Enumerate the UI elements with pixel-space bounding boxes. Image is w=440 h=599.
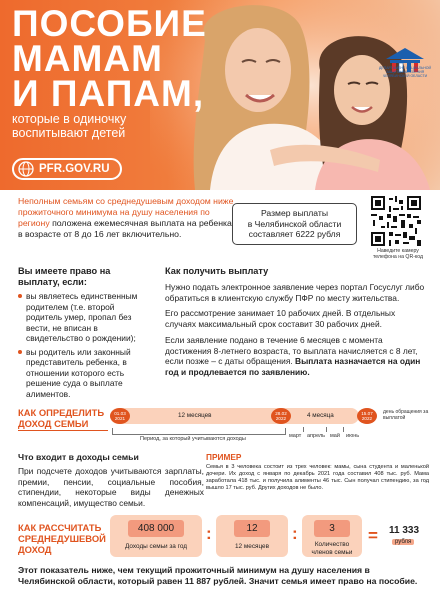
payment-size-line-2: в Челябинской области [247, 218, 342, 229]
timeline-12-months-label: 12 месяцев [178, 412, 212, 419]
hero-title-line-1: ПОСОБИЕ [12, 3, 207, 44]
payment-size-line-3: составляет 6222 рубля [248, 229, 341, 239]
bullet-icon [18, 350, 22, 354]
intro-paragraph [18, 196, 234, 240]
month-label: май [330, 433, 340, 439]
income-period-bracket [112, 428, 286, 435]
example-text: Семья в 3 человека состоит из трех человек: мамы, сына студента и маленькой дочери. Их доход с января по декабрь 2021 года составил 408 тыс. руб. Мама заработала 418 тыс. и получила алименты 46 тыс. Сын получал стипендию, за год вышло 17 тыс. руб. Других доходов не было. [206, 464, 429, 492]
formula-income-label: Доходы семьи за год [125, 543, 187, 550]
bullet-icon [18, 294, 22, 298]
eligibility-item [18, 347, 148, 400]
eligibility-item-2-text: вы родитель или законный представитель ребенка, в отношении которого есть решение суда о выплате алиментов. [26, 346, 131, 399]
month-tick [326, 427, 327, 432]
month-label: июнь [346, 433, 360, 439]
pfr-logo-icon [382, 30, 428, 90]
hero-subtitle-line-2: воспитывают детей [12, 126, 126, 140]
formula-months-label: 12 месяцев [234, 543, 270, 550]
income-period-label: Период, за который учитываются доходы [140, 436, 246, 442]
hero-title-line-2: МАМАМ [12, 38, 163, 79]
calc-title-line-2: СРЕДНЕДУШЕВОЙ [18, 533, 106, 544]
hero-subtitle [12, 112, 202, 140]
how-paragraph-3 [165, 335, 427, 378]
example-section [206, 452, 429, 492]
globe-icon [18, 161, 34, 177]
formula-result-unit: рубля [392, 539, 414, 545]
hero-subtitle-line-1: которые в одиночку [12, 112, 127, 126]
formula-months-value: 12 [234, 520, 270, 537]
site-link-label: PFR.GOV.RU [39, 163, 110, 175]
timeline-apply-date: 15.07 2022 [357, 408, 377, 424]
eligibility-section [18, 266, 148, 399]
formula-income-value: 408 000 [128, 520, 184, 537]
formula-members-value: 3 [314, 520, 350, 537]
calc-title-line-3: ДОХОД [18, 544, 52, 555]
divide-icon: : [206, 524, 212, 543]
department-logo-caption: ДЕПАРТАМЕНТ СОЦИАЛЬНОЙ ЗАЩИТЫ НАСЕЛЕНИЯ ЧЕЛЯБИНСКОЙ ОБЛАСТИ [378, 66, 432, 78]
qr-caption: Наведите камеру телефона на QR-код [372, 248, 424, 261]
eligibility-item [18, 291, 148, 344]
how-to-apply-section [165, 266, 427, 383]
hero-title [12, 3, 207, 114]
formula-result-value: 11 333 [389, 525, 420, 536]
hero-banner [0, 0, 440, 190]
intro-rest: положена ежемесячная выплата на ребенка в возрасте от 8 до 16 лет включительно. [18, 218, 232, 239]
timeline-start-date: 01.03 2021 [110, 408, 130, 424]
intro-highlight: Неполным семьям со среднедушевым доходом ниже прожиточного минимума на душу населения по региону [18, 196, 234, 228]
how-paragraph-2: Его рассмотрение занимает 10 рабочих дней. В отдельных случаях максимальный срок составит 30 рабочих дней. [165, 308, 396, 330]
divide-icon: : [292, 524, 298, 543]
month-tick [343, 427, 344, 432]
income-title-line-2: ДОХОД СЕМЬИ [18, 418, 89, 429]
formula-members-label: Количество членов семьи [311, 541, 353, 556]
site-link[interactable] [12, 158, 122, 180]
how-paragraph-1: Нужно подать электронное заявление через портал Госуслуг либо обратиться в клиентскую службу ПФР по месту жительства. [165, 282, 425, 303]
timeline-4-months-label: 4 месяца [307, 412, 334, 419]
conclusion-text: Этот показатель ниже, чем текущий прожиточный минимум на душу населения в Челябинской области, который равен 11 887 рублей. Значит семья имеет право на пособие. [18, 565, 418, 586]
how-paragraph-3-text: Если заявление подано в течение 6 месяцев с момента достижения 8-летнего возраста, то выплата начисляется с 8 лет, если позже – с даты обращения. [165, 334, 418, 367]
income-title-underline [18, 430, 108, 431]
payment-size-line-1: Размер выплаты [260, 208, 329, 218]
month-label: март [289, 433, 302, 439]
eligibility-item-1-text: вы являетесь единственным родителем (т.е. второй родитель умер, пропал без вести, не вписан в свидетельство о рождении); [26, 291, 138, 343]
calc-title-line-1: КАК РАССЧИТАТЬ [18, 522, 102, 533]
month-label: апрель [307, 433, 326, 439]
income-included-text: При подсчете доходов учитываются зарплаты, премии, пенсии, социальные пособия, стипендии, некоторые виды денежных компенсаций, имущество семьи. [18, 466, 204, 508]
payment-size-box [232, 203, 357, 245]
example-heading: ПРИМЕР [206, 452, 242, 462]
income-included-section [18, 452, 204, 508]
month-tick [303, 427, 304, 432]
timeline-end-date: 28.02 2022 [271, 408, 291, 424]
hero-title-line-3: И ПАПАМ, [12, 73, 205, 114]
how-to-apply-heading: Как получить выплату [165, 266, 269, 276]
calc-section-title [18, 522, 118, 555]
timeline-apply-label: день обращения за выплатой [383, 409, 429, 421]
qr-code-icon[interactable] [371, 196, 421, 246]
eligibility-heading: Вы имеете право на выплату, если: [18, 266, 111, 287]
income-included-heading: Что входит в доходы семьи [18, 452, 139, 462]
equals-icon: = [368, 526, 378, 545]
how-paragraph-3-bold: Выплата назначается на один год и продлевается по заявлению. [165, 356, 421, 377]
income-title-line-1: КАК ОПРЕДЕЛИТЬ [18, 407, 105, 418]
